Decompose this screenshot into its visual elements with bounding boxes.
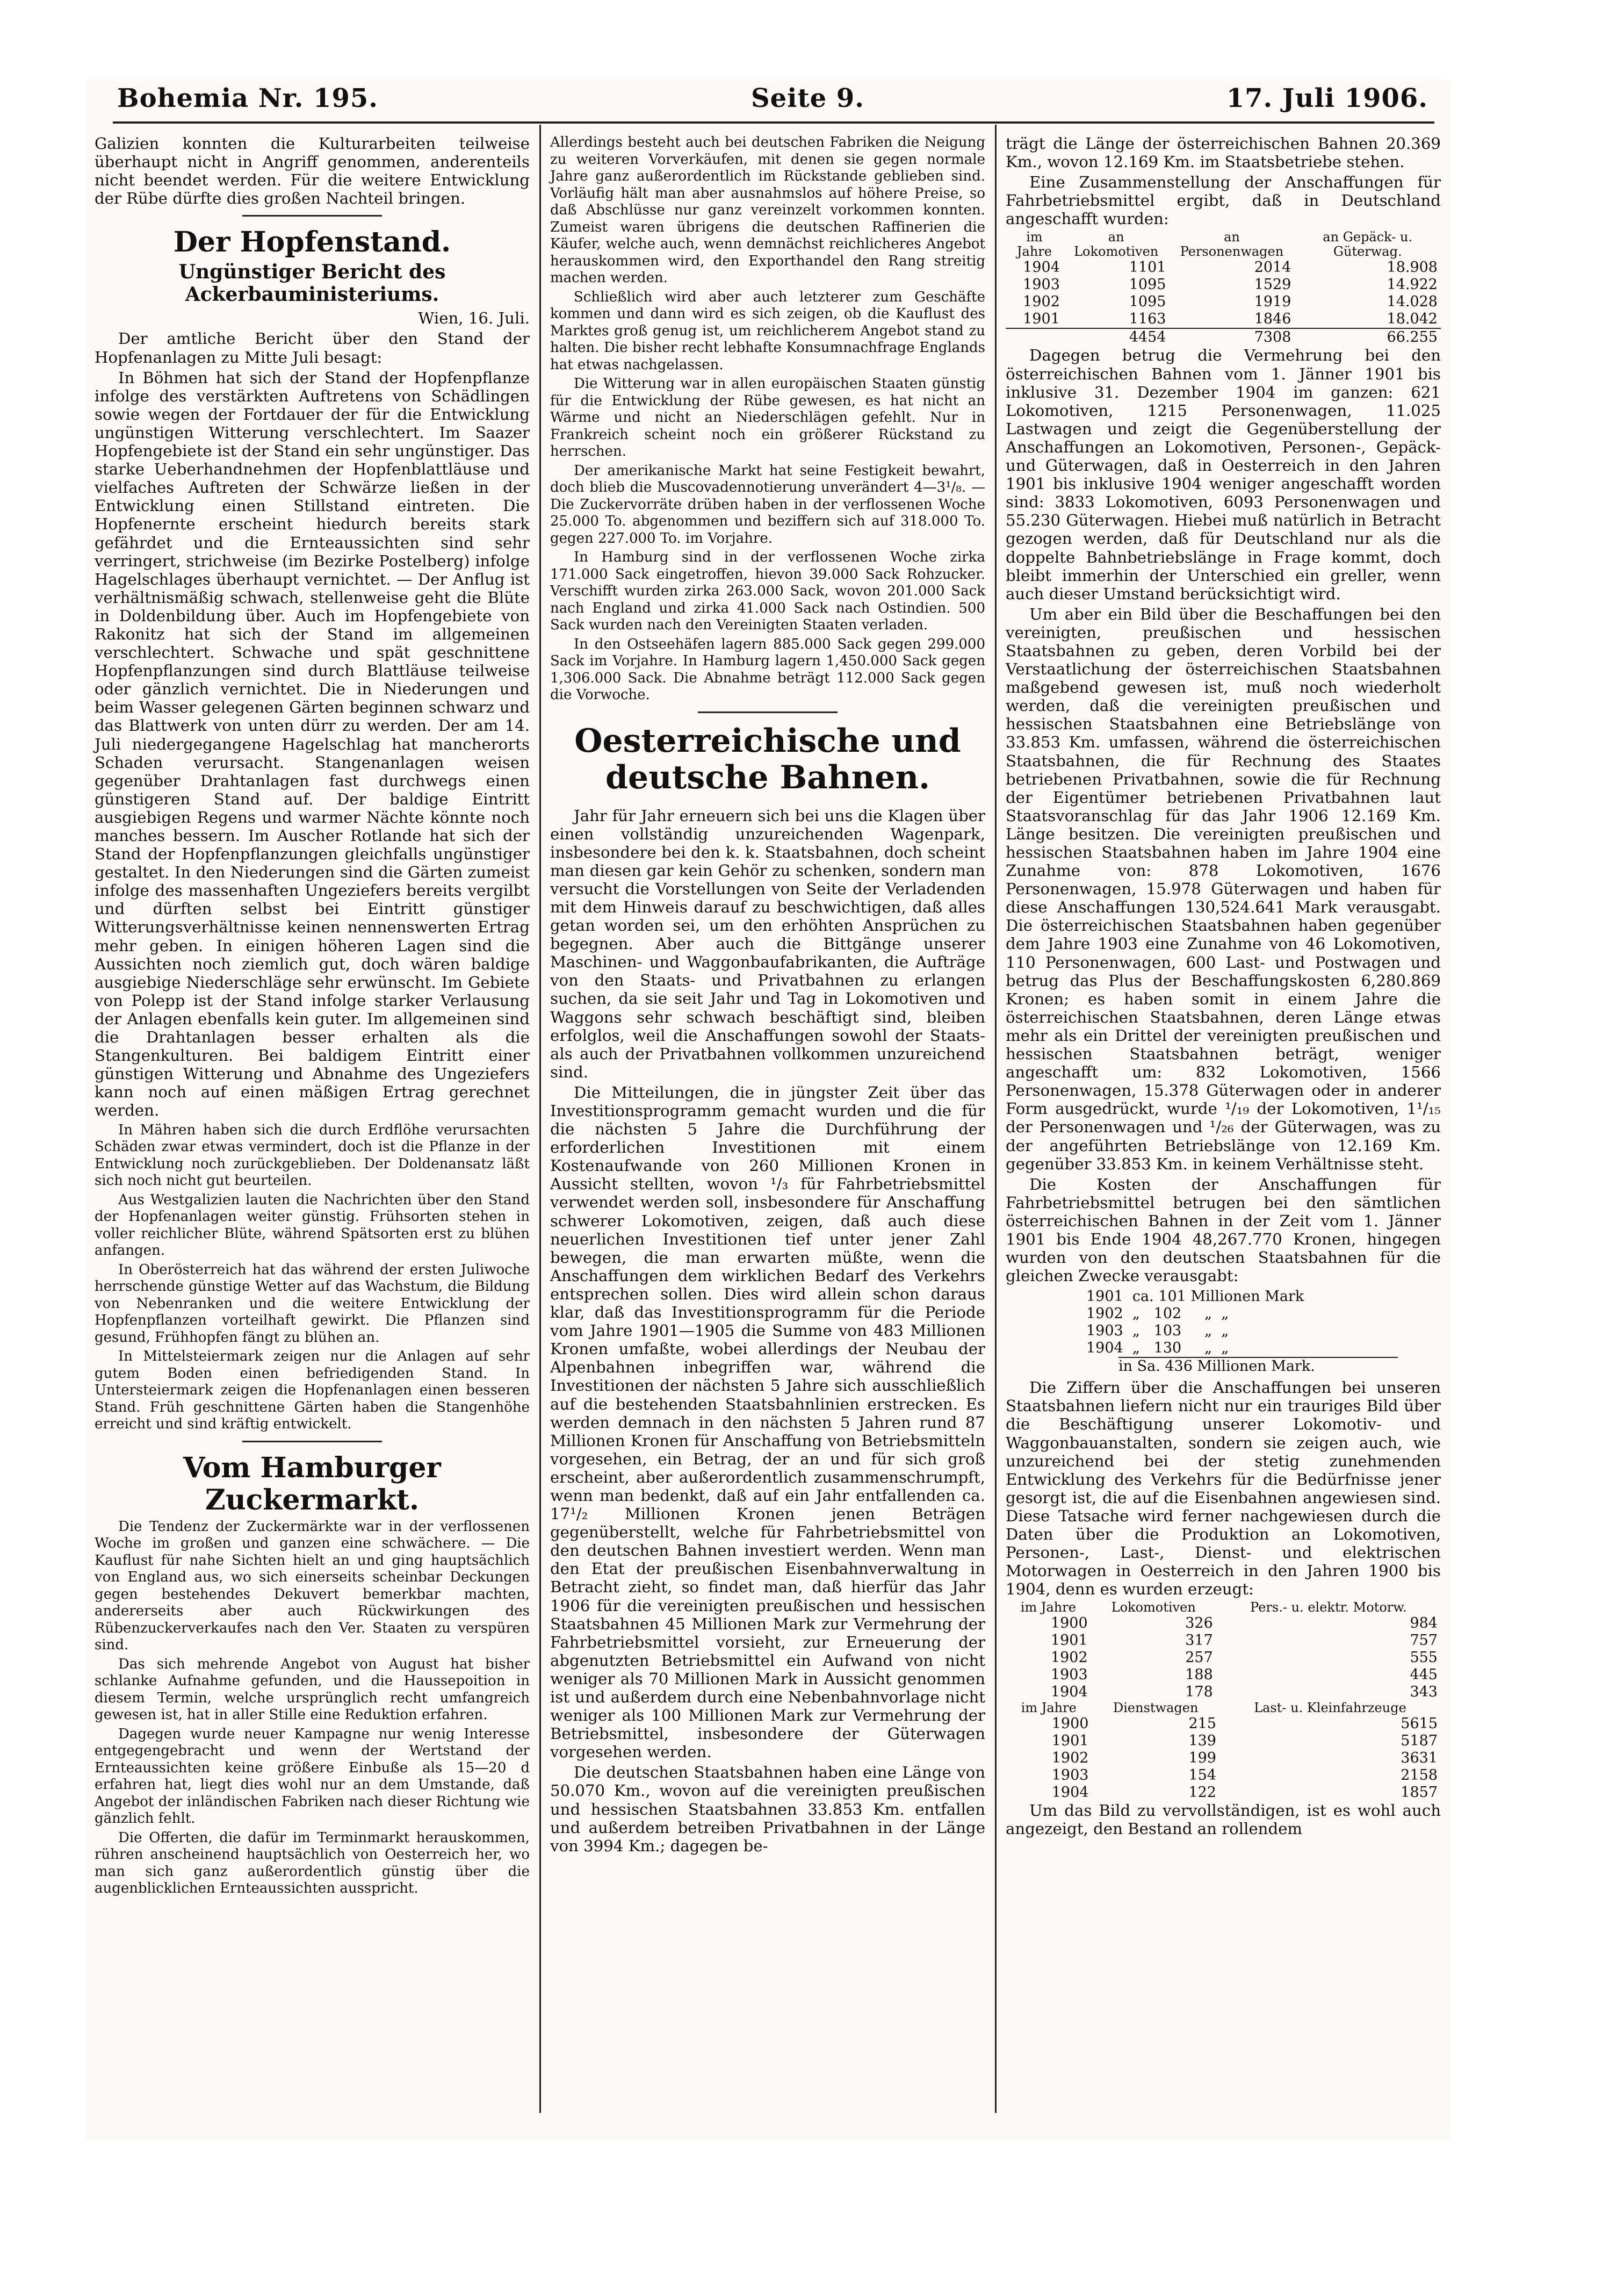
column-divider-2: [995, 125, 997, 2113]
table-cell: 188: [1185, 1666, 1213, 1684]
paragraph: Der amerikanische Markt hat seine Festigkeit bewahrt, doch blieb die Muscovadennotierung unverändert 4—3¹/₈. — Die Zuckervorräte drüben haben in der verflossenen Woche 25.000 To. abgenommen und beziffern sich auf 318.000 To. gegen 227.000 To. im Vorjahre.: [550, 462, 985, 547]
table-cell: 445: [1410, 1666, 1438, 1684]
table-cell: 1902: [1023, 293, 1060, 311]
paragraph: Die Offerten, die dafür im Terminmarkt herauskommen, rühren anscheinend hauptsächlich von Oesterreich her, wo man sich ganz außerordentlich günstig über die augenblicklichen Ernteaussichten ausspricht.: [95, 1829, 530, 1896]
table-header: an Personenwagen: [1180, 229, 1284, 260]
table-header: im Jahre: [1016, 229, 1052, 260]
table-row: [1006, 1649, 1441, 1666]
table-row: [1006, 1767, 1441, 1784]
list-item: 1904 „ 130 „ „: [1086, 1340, 1229, 1357]
table-cell: 1902: [1050, 1649, 1088, 1666]
table-header: an Gepäck- u. Güterwag.: [1323, 229, 1413, 260]
table-header: an Lokomotiven: [1074, 229, 1159, 260]
table-header: Pers.- u. elektr. Motorw.: [1250, 1600, 1407, 1615]
table-row: [1006, 293, 1441, 311]
paragraph: Die Mitteilungen, die in jüngster Zeit über das Investitionsprogramm gemacht wurden und die für die nächsten 5 Jahre die Durchführung der erforderlichen Investitionen mit einem Kostenaufwande von 260 Millionen Kronen in Aussicht stellten, wovon ¹/₃ für Fahrbetriebsmittel verwendet werden soll, insbesondere für Anschaffung schwerer Lokomotiven, zeigen, daß auch diese neuerlichen Investitionen tief unter jener Zahl bewegen, die man erwarten müßte, wenn die Anschaffungen dem wirklichen Bedarf des Verkehrs entsprechen sollen. Dies wird allein schon daraus klar, daß das Investitionsprogramm für die Periode vom Jahre 1901—1905 die Summe von 483 Millionen Kronen umfaßte, wobei allerdings der Neubau der Alpenbahnen inbegriffen war, während die Investitionen der nächsten 5 Jahre sich ausschließlich auf die bestehenden Staatsbahnlinien erstrecken. Es werden demnach in den nächsten 5 Jahren rund 87 Millionen Kronen für Anschaffung von Betriebsmitteln vorgesehen, ein Betrag, der an und für sich groß erscheint, aber außerordentlich zusammenschrumpft, wenn man bedenkt, daß auf ein Jahr entfallenden ca. 17¹/₂ Millionen Kronen jenen Beträgen gegenüberstellt, welche für Fahrbetriebsmittel von den deutschen Bahnen investiert werden. Wenn man den Etat der preußischen Eisenbahnverwaltung in Betracht zieht, so findet man, daß hierfür das Jahr 1906 für die vereinigten preußischen und hessischen Staatsbahnen 45 Millionen Mark zur Vermehrung der Fahrbetriebsmittel vorsieht, zur Erneuerung der abgenutzten Betriebsmittel ein Aufwand von nicht weniger als 70 Millionen Mark in Aussicht genommen ist und außerdem durch eine Nebenbahnvorlage nicht weniger als 100 Millionen Mark zur Vermehrung der Betriebsmittel, insbesondere der Güterwagen vorgesehen werden.: [550, 1083, 985, 1762]
table-cell: 1919: [1254, 293, 1291, 311]
table-cell: 14.922: [1387, 276, 1438, 293]
table-cell: 757: [1410, 1632, 1438, 1649]
header-rule: [113, 121, 1434, 124]
table-header: Lokomotiven: [1111, 1600, 1196, 1615]
column-1: [95, 134, 530, 1900]
table-cell: 1901: [1051, 1733, 1089, 1750]
table-row: [1006, 1615, 1441, 1632]
table-cell: 1095: [1129, 293, 1166, 311]
table-cell: 1900: [1050, 1615, 1088, 1632]
table-cell: 1900: [1051, 1715, 1089, 1733]
table-cell: 1101: [1129, 259, 1166, 276]
table-cell: 1163: [1129, 311, 1166, 328]
table-cell: 2014: [1254, 259, 1291, 276]
table-cell: 1903: [1051, 1767, 1089, 1784]
table-row: [1006, 1784, 1441, 1801]
table-germany-acquisitions: [1006, 230, 1441, 346]
table-header: Last- u. Kleinfahrzeuge: [1254, 1700, 1406, 1716]
table-cell: 3631: [1401, 1750, 1438, 1767]
column-3: [1006, 134, 1441, 1841]
table-cell: 18.042: [1387, 311, 1438, 328]
paragraph: Eine Zusammenstellung der Anschaffungen für Fahrbetriebsmittel ergibt, daß in Deutschland angeschafft wurden:: [1006, 173, 1441, 228]
list-total: in Sa. 436 Millionen Mark.: [1118, 1357, 1398, 1375]
table-cell: 199: [1188, 1750, 1216, 1767]
paragraph: Allerdings besteht auch bei deutschen Fabriken die Neigung zu weiteren Vorverkäufen, mit denen sie gegen normale Jahre ganz außerordentlich im Rückstande geblieben sind. Vorläufig hält man aber ausnahmslos auf höhere Preise, so daß Abschlüsse nur ganz vereinzelt vorkommen konnten. Zumeist waren übrigens die deutschen Raffinerien die Käufer, welche auch, wenn demnächst reichlicheres Angebot herauskommen wird, den Exporthandel den Rang streitig machen werden.: [550, 134, 985, 286]
paragraph: Jahr für Jahr erneuern sich bei uns die Klagen über einen vollständig unzureichenden Wagenpark, insbesondere bei den k. k. Staatsbahnen, doch scheint man diesen gar kein Gehör zu schenken, sondern man versucht die Vorstellungen von Seite der Verladenden mit dem Hinweis darauf zu beschwichtigen, daß alles getan worden sei, um den erhöhten Ansprüchen zu begegnen. Aber auch die Bittgänge unserer Maschinen- und Waggonbaufabrikanten, die Aufträge von den Staats- und Privatbahnen zu erlangen suchen, da sie seit Jahr und Tag in Lokomotiven und Waggons sehr schwach beschäftigt sind, bleiben erfolglos, weil die Anschaffungen sowohl der Staats- als auch der Privatbahnen vollkommen unzureichend sind.: [550, 806, 985, 1081]
paragraph: Dagegen wurde neuer Kampagne nur wenig Interesse entgegengebracht und wenn der Wertstand der Ernteaussichten keine größere Einbuße als 15—20 d erfahren hat, liegt dies wohl nur an dem Umstande, daß Angebot der inländischen Fabriken nach dieser Richtung wie gänzlich fehlt.: [95, 1726, 530, 1827]
table-cell: 1901: [1023, 311, 1060, 328]
table-row: [1006, 276, 1441, 293]
table-cell: 343: [1410, 1684, 1438, 1701]
paragraph: Um aber ein Bild über die Beschaffungen bei den vereinigten, preußischen und hessischen Staatsbahnen zu geben, deren Vorbild bei der Verstaatlichung der österreichischen Staatsbahnen maßgebend gewesen ist, muß noch wiederholt werden, daß die vereinigten preußischen und hessischen Staatsbahnen eine Betriebslänge von 33.853 Km. umfassen, während die österreichischen Staatsbahnen, die für Rechnung des Staates betriebenen Privatbahnen, sowie die für Rechnung der Eigentümer betriebenen Privatbahnen laut Staatsvoranschlag für das Jahr 1906 12.169 Km. Länge besitzen. Die vereinigten preußischen und hessischen Staatsbahnen haben im Jahre 1904 eine Zunahme von: 878 Lokomotiven, 1676 Personenwagen, 15.978 Güterwagen und haben für diese Anschaffungen 130,524.641 Mark verausgabt. Die österreichischen Staatsbahnen haben gegenüber dem Jahre 1903 eine Zunahme von 46 Lokomotiven, 110 Personenwagen, 600 Last- und Postwagen und betrug das Plus der Beschaffungskosten 6,280.869 Kronen; es haben somit in einem Jahre die österreichischen Staatsbahnen, deren Länge etwas mehr als ein Drittel der vereinigten preußischen und hessischen Staatsbahnen beträgt, weniger angeschafft um: 832 Lokomotiven, 1566 Personenwagen, 15.378 Güterwagen oder in anderer Form ausgedrückt, wurde ¹/₁₉ der Lokomotiven, 1¹/₁₅ der Personenwagen und ¹/₂₆ der Güterwagen, was zu der angeführten Betriebslänge von 12.169 Km. gegenüber 33.853 Km. in keinem Verhältnisse steht.: [1006, 605, 1441, 1173]
intro-paragraph: Galizien konnten die Kulturarbeiten teilweise überhaupt nicht in Angriff genommen, anderenteils nicht beendet werden. Für die weitere Entwicklung der Rübe dürfte dies großen Nachteil bringen.: [95, 134, 530, 208]
table-cell: 1901: [1050, 1632, 1088, 1649]
paragraph: In Hamburg sind in der verflossenen Woche zirka 171.000 Sack eingetroffen, hievon 39.000 Sack Rohzucker. Verschifft wurden zirka 263.000 Sack, wovon 201.000 Sack nach England und zirka 41.000 Sack nach Ostindien. 500 Sack wurden nach den Vereinigten Staaten verladen.: [550, 549, 985, 633]
dateline: Wien, 16. Juli.: [418, 309, 530, 328]
article-title-railways: Oesterreichische und deutsche Bahnen.: [574, 722, 961, 796]
table-cell: 215: [1188, 1715, 1216, 1733]
table-cell: 122: [1188, 1784, 1216, 1801]
table-cell: 1095: [1129, 276, 1166, 293]
table-row: [1006, 259, 1441, 276]
table-total-row: [1006, 328, 1441, 346]
article-subtitle-hops: Ungünstiger Bericht des Ackerbauministeriums.: [178, 261, 446, 306]
table-cell: 18.908: [1387, 259, 1438, 276]
table-cell: 326: [1185, 1615, 1213, 1632]
scan-margin: [0, 0, 1624, 32]
table-cell: 1857: [1401, 1784, 1438, 1801]
table-cell: 1903: [1023, 276, 1060, 293]
table-cell: 4454: [1063, 328, 1170, 346]
table-cell: 1904: [1050, 1684, 1088, 1701]
header-publication: Bohemia Nr. 195.: [117, 83, 378, 113]
table-row: [1006, 1750, 1441, 1767]
paragraph: trägt die Länge der österreichischen Bahnen 20.369 Km., wovon 12.169 Km. im Staatsbetriebe stehen.: [1006, 134, 1441, 171]
table-cell: 1904: [1023, 259, 1060, 276]
section-rule: [242, 215, 382, 217]
paragraph: Aus Westgalizien lauten die Nachrichten über den Stand der Hopfenanlagen weiter günstig. Frühsorten stehen in voller reichlicher Blüte, während Spätsorten erst zu blühen anfangen.: [95, 1191, 530, 1259]
paragraph: Schließlich wird aber auch letzterer zum Geschäfte kommen und dann wird es sich zeigen, ob die Kauflust des Marktes groß genug ist, um reichlicherem Angebot stand zu halten. Die bisher recht lebhafte Konsumnachfrage Englands hat etwas nachgelassen.: [550, 289, 985, 373]
table-austria-production-b: [1006, 1701, 1441, 1801]
paragraph: Um das Bild zu vervollständigen, ist es wohl auch angezeigt, den Bestand an rollendem: [1006, 1801, 1441, 1838]
section-rule: [242, 1441, 382, 1442]
section-rule: [698, 711, 838, 713]
paragraph: Die Witterung war in allen europäischen Staaten günstig für die Entwicklung der Rübe gewesen, es hat nicht an Wärme und nicht an Niederschlägen gefehlt. Nur in Frankreich scheint noch ein größerer Rückstand zu herrschen.: [550, 376, 985, 459]
table-header: im Jahre: [1020, 1600, 1076, 1615]
article-title-hops: Der Hopfenstand.: [173, 226, 451, 259]
paragraph: Das sich mehrende Angebot von August hat bisher schlanke Aufnahme gefunden, und die Haussepoition in diesem Termin, welche ursprünglich recht umfangreich gewesen ist, hat in aller Stille eine Reduktion erfahren.: [95, 1656, 530, 1723]
table-cell: 2158: [1401, 1767, 1438, 1784]
paragraph: In Mittelsteiermark zeigen nur die Anlagen auf sehr gutem Boden einen befriedigenden Stand. In Untersteiermark zeigen die Hopfenanlagen einen besseren Stand. Früh geschnittene Gärten haben die Stangenhöhe erreicht und sind kräftig entwickelt.: [95, 1348, 530, 1432]
paragraph: Die Ziffern über die Anschaffungen bei unseren Staatsbahnen liefern nicht nur ein trauriges Bild über die Beschäftigung unserer Lokomotiv- und Waggonbauanstalten, sondern sie zeigen auch, wie unzureichend bei der stetig zunehmenden Entwicklung des Verkehrs für die Bedürfnisse jener gesorgt ist, die auf die Eisenbahnen angewiesen sind. Diese Tatsache wird ferner nachgewiesen durch die Daten über die Produktion an Lokomotiven, Personen-, Last-, Dienst- und elektrischen Motorwagen in Oesterreich in den Jahren 1900 bis 1904, denn es wurden erzeugt:: [1006, 1378, 1441, 1599]
table-cell: 5615: [1401, 1715, 1438, 1733]
table-cell: 1903: [1050, 1666, 1088, 1684]
table-cell: 555: [1410, 1649, 1438, 1666]
table-cell: 154: [1188, 1767, 1216, 1784]
table-cell: 1902: [1051, 1750, 1089, 1767]
table-cell: 5187: [1401, 1733, 1438, 1750]
table-cell: 257: [1185, 1649, 1213, 1666]
table-cell: [1006, 328, 1063, 346]
table-row: [1006, 1666, 1441, 1684]
paragraph: Die deutschen Staatsbahnen haben eine Länge von 50.070 Km., wovon auf die vereinigten preußischen und hessischen Staatsbahnen 33.853 Km. entfallen und außerdem betreiben Privatbahnen in der Länge von 3994 Km.; dagegen be-: [550, 1763, 985, 1855]
column-divider-1: [539, 125, 541, 2113]
table-row: [1006, 1733, 1441, 1750]
millions-list: [1086, 1288, 1441, 1375]
paragraph: Der amtliche Bericht über den Stand der Hopfenanlagen zu Mitte Juli besagt:: [95, 329, 530, 366]
header-date: 17. Juli 1906.: [1226, 83, 1428, 113]
table-austria-production-a: [1006, 1600, 1441, 1701]
table-header: im Jahre: [1021, 1700, 1077, 1716]
paragraph: In Oberösterreich hat das während der ersten Juliwoche herrschende günstige Wetter auf das Wachstum, die Bildung von Nebenranken und die weitere Entwicklung der Hopfenpflanzen vorteilhaft gewirkt. Die Pflanzen sind gesund, Frühhopfen fängt zu blühen an.: [95, 1261, 530, 1346]
table-cell: 317: [1185, 1632, 1213, 1649]
paragraph: In Mähren haben sich die durch Erdflöhe verursachten Schäden zwar etwas vermindert, doch ist die Pflanze in der Entwicklung noch zurückgeblieben. Der Doldenansatz läßt sich noch nicht gut beurteilen.: [95, 1122, 530, 1189]
table-header: Dienstwagen: [1113, 1700, 1199, 1716]
table-row: [1006, 1632, 1441, 1649]
table-cell: 66.255: [1294, 328, 1441, 346]
table-row: [1006, 311, 1441, 328]
list-item: 1902 „ 102 „ „: [1086, 1305, 1229, 1322]
paragraph: Die Tendenz der Zuckermärkte war in der verflossenen Woche im großen und ganzen eine schwächere. — Die Kauflust für nahe Sichten hielt an und ging hauptsächlich von England aus, wo sich einerseits scheinbar Deckungen gegen bestehendes Dekuvert bemerkbar machten, andererseits aber auch Rückwirkungen des Rübenzuckerverkaufes nach den Ver. Staaten zu verspüren sind.: [95, 1518, 530, 1653]
paragraph: Die Kosten der Anschaffungen für Fahrbetriebsmittel betrugen bei den sämtlichen österreichischen Bahnen in der Zeit vom 1. Jänner 1901 bis Ende 1904 48,267.770 Kronen, hingegen wurden von den deutschen Staatsbahnen für die gleichen Zwecke verausgabt:: [1006, 1175, 1441, 1285]
table-cell: 7308: [1169, 328, 1294, 346]
page-header: [117, 83, 1428, 122]
table-row: [1006, 1684, 1441, 1701]
paragraph: In Böhmen hat sich der Stand der Hopfenpflanze infolge des verstärkten Auftretens von Schädlingen sowie wegen der Fortdauer der für die Entwicklung ungünstigen Witterung verschlechtert. Im Saazer Hopfengebiete ist der Stand ein sehr ungünstiger. Das starke Ueberhandnehmen der Hopfenblattläuse und vielfaches Auftreten der Schwärze ließen in der Entwicklung einen Stillstand eintreten. Die Hopfenernte erscheint hiedurch bereits stark gefährdet und die Ernteaussichten sind sehr verringert, strichweise (im Bezirke Postelberg) infolge Hagelschlages überhaupt vernichtet. — Der Anflug ist verhältnismäßig schwach, stellenweise geht die Blüte in Doldenbildung über. Auch im Hopfengebiete von Rakonitz hat sich der Stand im allgemeinen verschlechtert. Schwache und spät geschnittene Hopfenpflanzungen sind durch Blattläuse teilweise oder gänzlich vernichtet. Die in Niederungen und beim Wasser gelegenen Gärten beginnen schwarz und das Blattwerk von unten dürr zu werden. Der am 14. Juli niedergegangene Hagelschlag hat mancherorts Schaden verursacht. Stangenanlagen weisen gegenüber Drahtanlagen fast durchwegs einen günstigeren Stand auf. Der baldige Eintritt ausgiebigen Regens und warmer Nächte könnte noch manches bessern. Im Auscher Rotlande hat sich der Stand der Hopfenpflanzungen gleichfalls ungünstiger gestaltet. In den Niederungen sind die Gärten zumeist infolge des massenhaften Ungeziefers bereits vergilbt und dürften selbst bei Eintritt günstiger Witterungsverhältnisse keinen nennenswerten Ertrag mehr geben. In einigen höheren Lagen sind die Aussichten noch ziemlich gut, doch wären baldige ausgiebige Niederschläge sehr erwünscht. Im Gebiete von Polepp ist der Stand infolge starker Verlausung der Anlagen ebenfalls kein guter. Im allgemeinen sind die Drahtanlagen besser erhalten als die Stangenkulturen. Bei baldigem Eintritt einer günstigen Witterung und Abnahme des Ungeziefers kann noch auf einen mäßigen Ertrag gerechnet werden.: [95, 368, 530, 1120]
list-item: 1901 ca. 101 Millionen Mark: [1086, 1288, 1304, 1305]
article-title-sugar: Vom Hamburger Zuckermarkt.: [183, 1451, 441, 1516]
paragraph: Dagegen betrug die Vermehrung bei den österreichischen Bahnen vom 1. Jänner 1901 bis inklusive 31. Dezember 1904 im ganzen: 621 Lokomotiven, 1215 Personenwagen, 11.025 Lastwagen und zeigt die Gegenüberstellung der Anschaffungen an Lokomotiven, Personen-, Gepäck- und Güterwagen, daß in Oesterreich in den Jahren 1901 bis inklusive 1904 weniger angeschafft worden sind: 3833 Lokomotiven, 6093 Personenwagen und 55.230 Güterwagen. Hiebei muß natürlich in Betracht gezogen werden, daß für Deutschland nur als die doppelte Bahnbetriebslänge in Frage kommt, doch bleibt immerhin der Unterschied ein greller, wenn auch dieser Umstand berücksichtigt wird.: [1006, 346, 1441, 603]
paragraph: In den Ostseehäfen lagern 885.000 Sack gegen 299.000 Sack im Vorjahre. In Hamburg lagern 1,450.000 Sack gegen 1,306.000 Sack. Die Abnahme beträgt 112.000 Sack gegen die Vorwoche.: [550, 636, 985, 703]
table-cell: 984: [1410, 1615, 1438, 1632]
table-cell: 178: [1185, 1684, 1213, 1701]
table-row: [1006, 1715, 1441, 1733]
table-cell: 1904: [1051, 1784, 1089, 1801]
table-cell: 1846: [1254, 311, 1291, 328]
list-item: 1903 „ 103 „ „: [1086, 1322, 1229, 1340]
header-page-number: Seite 9.: [751, 83, 864, 113]
table-cell: 1529: [1254, 276, 1291, 293]
column-2: [550, 134, 985, 1857]
table-cell: 139: [1188, 1733, 1216, 1750]
table-cell: 14.028: [1387, 293, 1438, 311]
